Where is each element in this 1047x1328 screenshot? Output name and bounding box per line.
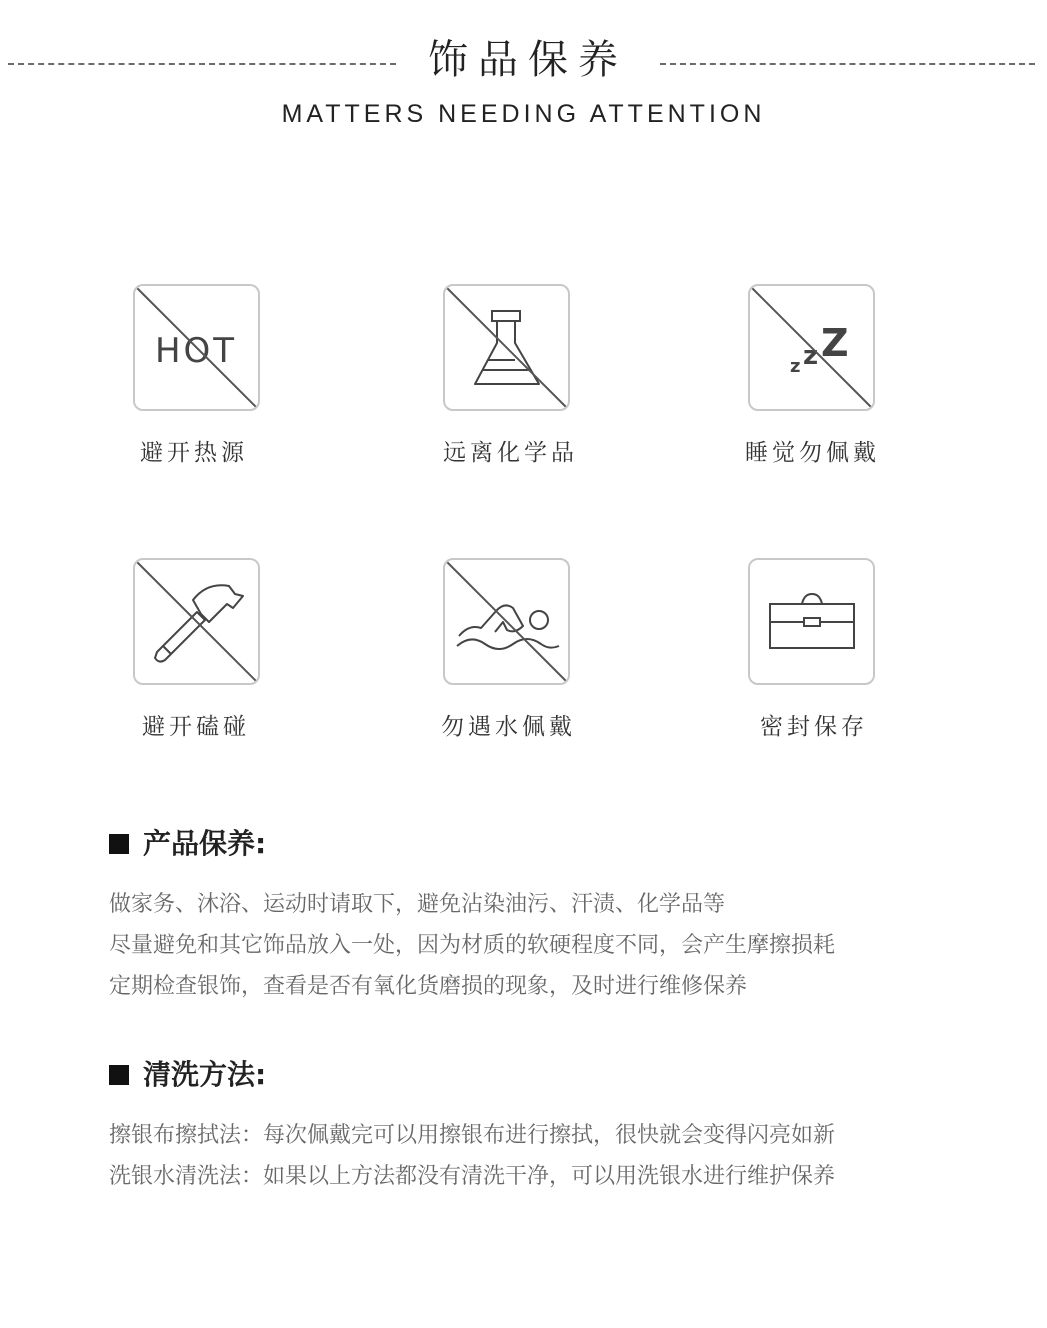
toolbox-icon bbox=[748, 558, 875, 685]
hot-icon bbox=[133, 284, 260, 411]
hot-icon-text: HOT bbox=[154, 331, 238, 371]
cleaning-lines bbox=[109, 1115, 949, 1197]
page-title: 饰品保养 bbox=[428, 37, 628, 83]
icon-label-avoid-knocks: 避开磕碰 bbox=[142, 714, 250, 740]
header-divider-left bbox=[8, 63, 396, 65]
product-care-title: 产品保养: bbox=[143, 827, 267, 860]
sleep-icon bbox=[748, 284, 875, 411]
svg-text:z: z bbox=[790, 356, 801, 377]
svg-text:Z: Z bbox=[821, 321, 849, 365]
hammer-icon bbox=[133, 558, 260, 685]
icon-label-avoid-water: 勿遇水佩戴 bbox=[441, 714, 576, 740]
cleaning-title: 清洗方法: bbox=[143, 1058, 267, 1091]
flask-icon bbox=[443, 284, 570, 411]
page-subtitle: MATTERS NEEDING ATTENTION bbox=[281, 100, 766, 128]
product-care-heading bbox=[109, 824, 949, 864]
product-care-line: 做家务、沐浴、运动时请取下，避免沾染油污、汗渍、化学品等 bbox=[109, 892, 726, 917]
square-bullet-icon bbox=[109, 1065, 129, 1085]
product-care-lines bbox=[109, 884, 949, 1007]
icon-label-avoid-chemicals: 远离化学品 bbox=[443, 440, 578, 466]
cleaning-line: 洗银水清洗法：如果以上方法都没有清洗干净，可以用洗银水进行维护保养 bbox=[109, 1164, 836, 1189]
product-care-line: 尽量避免和其它饰品放入一处，因为材质的软硬程度不同，会产生摩擦损耗 bbox=[109, 933, 836, 958]
header-divider-right bbox=[660, 63, 1035, 65]
square-bullet-icon bbox=[109, 834, 129, 854]
icon-label-avoid-heat: 避开热源 bbox=[140, 440, 248, 466]
product-care-section bbox=[109, 824, 949, 1007]
icon-label-no-sleep-wear: 睡觉勿佩戴 bbox=[745, 440, 880, 466]
product-care-line: 定期检查银饰，查看是否有氧化货磨损的现象，及时进行维修保养 bbox=[109, 974, 748, 999]
cleaning-heading bbox=[109, 1055, 949, 1095]
icon-label-sealed-storage: 密封保存 bbox=[760, 714, 868, 740]
svg-text:z: z bbox=[803, 341, 819, 371]
cleaning-line: 擦银布擦拭法：每次佩戴完可以用擦银布进行擦拭，很快就会变得闪亮如新 bbox=[109, 1123, 836, 1148]
cleaning-section bbox=[109, 1055, 949, 1197]
swimmer-icon bbox=[443, 558, 570, 685]
